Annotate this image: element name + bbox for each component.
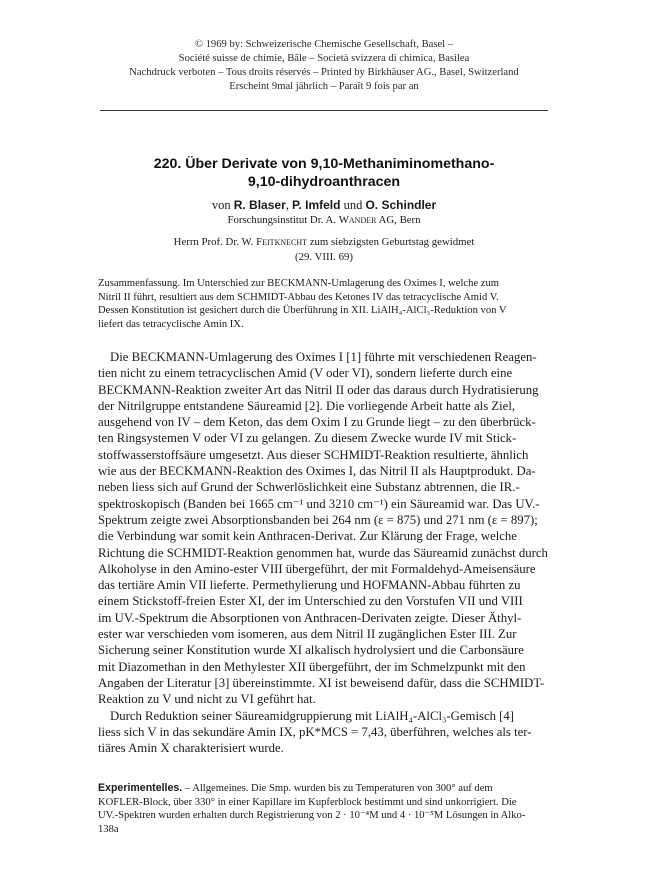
dedication-suffix: zum siebzigsten Geburtstag gewidmet: [307, 236, 475, 248]
body-line: Richtung die SCHMIDT-Reaktion genommen hat, wurde das Säureamid zunächst durch: [98, 545, 548, 560]
body-line: Reaktion zu V und nicht zu VI geführt hat.: [98, 692, 316, 707]
dedication-prefix: Herrn Prof. Dr. W.: [173, 236, 257, 248]
dedication-name: Feitknecht: [256, 236, 308, 248]
body-line: mit Diazomethan in den Methylester XII übergeführt, der im Schmelzpunkt mit den: [98, 659, 526, 674]
institution-prefix: Forschungsinstitut Dr. A.: [227, 214, 339, 226]
author-name: P. Imfeld: [292, 198, 341, 212]
body-line: ester war verschieden vom isomeren, aus dem Nitril II zugänglichen Ester III. Zur: [98, 627, 517, 642]
body-line: Spektrum zeigte zwei Absorptionsbanden bei 264 nm (ε = 875) und 271 nm (ε = 897);: [98, 512, 538, 527]
body-line: der Nitrilgruppe entstandene Säureamid [2]. Die vorliegende Arbeit hatte als Ziel,: [98, 398, 516, 413]
title-line: 220. Über Derivate von 9,10-Methaniminomethano-: [153, 156, 495, 172]
summary-line: Nitril II führt, resultiert aus dem SCHMIDT-Abbau des Ketones IV das tetracyclische Amid V.: [98, 291, 499, 303]
body-line: ten Ringsystemen V oder VI zu gelangen. Zu diesem Zwecke wurde IV mit Stick-: [98, 431, 517, 446]
main-text: [98, 349, 568, 756]
body-line: Sicherung seiner Konstitution wurde XI alkalisch hydrolysiert und die Carbonsäure: [98, 643, 524, 658]
copyright-block: [60, 38, 588, 94]
page-number: 138a: [98, 824, 119, 835]
experimental-heading: Experimentelles.: [98, 782, 183, 794]
body-line: neben liess sich auf Grund der Schwerlöslichkeit eine Substanz abtrennen, die IR.-: [98, 480, 520, 495]
body-line: BECKMANN-Reaktion zweiter Art das Nitril II oder das daraus durch Hydratisierung: [98, 382, 539, 397]
copyright-line: Erscheint 9mal jährlich – Paraît 9 fois par an: [229, 81, 419, 92]
body-line: im UV.-Spektrum die Absorptionen von Anthracen-Derivaten zeigte. Dieser Äthyl-: [98, 610, 522, 625]
experimental-text: – Allgemeines. Die Smp. wurden bis zu Temperaturen von 300° auf dem: [182, 783, 493, 794]
author-separator: und: [340, 198, 366, 212]
experimental-line: KOFLER-Block, über 330° in einer Kapillare im Kupferblock bestimmt und sind unkorrigiert. Die: [98, 796, 517, 808]
author-separator: ,: [285, 198, 292, 212]
author-name: O. Schindler: [365, 198, 437, 212]
summary-line: liefert das tetracyclische Amin IX.: [98, 318, 244, 330]
body-line: tien nicht zu einem tetracyclischen Amid (V oder VI), sondern lieferte durch eine: [98, 366, 513, 381]
body-line: ausgehend von IV – dem Keton, das dem Oxim I zu Grunde liegt – zu den überbrück-: [98, 415, 536, 430]
summary-line: Zusammenfassung. Im Unterschied zur BECKMANN-Umlagerung des Oximes I, welche zum: [98, 278, 499, 289]
title-line: 9,10-dihydroanthracen: [247, 174, 401, 190]
body-line: stoffwasserstoffsäure umgesetzt. Aus dieser SCHMIDT-Reaktion resultierte, ähnlich: [98, 447, 529, 462]
body-line: wie aus der BECKMANN-Reaktion des Oximes I, das Nitril II als Hauptprodukt. Da-: [98, 464, 536, 479]
summary-paragraph: [98, 277, 568, 331]
copyright-line: Nachdruck verboten – Tous droits réservés – Printed by Birkhäuser AG., Basel, Switzerland: [129, 67, 519, 78]
body-line: Die BECKMANN-Umlagerung des Oximes I [1] führte mit verschiedenen Reagen-: [110, 350, 537, 364]
author-name: R. Blaser: [233, 198, 286, 212]
body-line: Alkoholyse in den Amino-ester VIII übergeführt, der mit Formaldehyd-Ameisensäure: [98, 561, 536, 576]
experimental-section: [98, 782, 568, 823]
experimental-line: [98, 782, 568, 796]
author-line: [60, 197, 588, 213]
received-date: (29. VIII. 69): [295, 251, 353, 263]
experimental-line: UV.-Spektren wurden erhalten durch Registrierung von 2 · 10⁻⁴M und 4 · 10⁻⁵M Lösungen in Alko-: [98, 810, 526, 822]
copyright-line: © 1969 by: Schweizerische Chemische Gesellschaft, Basel –: [194, 39, 454, 50]
body-line: Angaben der Literatur [3] übereinstimmte. XI ist beweisend dafür, dass die SCHMIDT-: [98, 675, 545, 690]
summary-line: Dessen Konstitution ist gesichert durch die Überführung in XII. LiAlH₄-AlCl₃-Reduktion von V: [98, 305, 507, 317]
author-prefix: von: [211, 198, 231, 212]
article-title: [60, 155, 588, 191]
body-line: einem Stickstoff-freien Ester XI, der im Unterschied zu den Vorstufen VII und VIII: [98, 594, 523, 609]
body-line: spektroskopisch (Banden bei 1665 cm⁻¹ und 3210 cm⁻¹) ein Säureamid war. Das UV.-: [98, 496, 540, 511]
institution-line: [60, 213, 588, 227]
body-line: tiäres Amin X charakterisiert wurde.: [98, 741, 284, 756]
dedication-line: [60, 235, 588, 249]
body-line: das tertiäre Amin VII lieferte. Permethylierung und HOFMANN-Abbau führten zu: [98, 578, 521, 593]
body-line: die Verbindung war somit kein Anthracen-Derivat. Zur Klärung der Frage, welche: [98, 529, 517, 544]
institution-suffix: AG, Bern: [376, 214, 421, 226]
header-divider: [100, 110, 548, 111]
body-line: liess sich V in das sekundäre Amin IX, pK*MCS = 7,43, überführen, welches als ter-: [98, 724, 532, 739]
institution-name: Wander: [338, 214, 377, 226]
body-line: Durch Reduktion seiner Säureamidgruppierung mit LiAlH₄-AlCl₃-Gemisch [4]: [110, 708, 515, 723]
copyright-line: Société suisse de chimie, Bâle – Società svizzera di chimica, Basilea: [178, 53, 470, 64]
